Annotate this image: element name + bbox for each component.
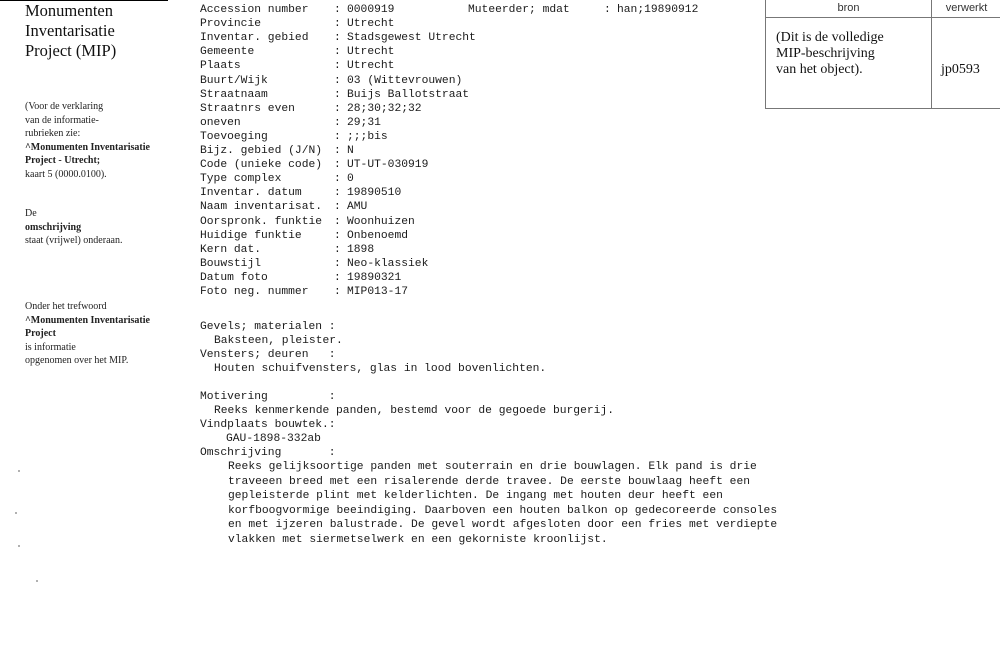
field-value: N xyxy=(347,145,354,157)
field-value: 19890510 xyxy=(347,187,402,200)
bron-text xyxy=(776,30,926,78)
note-prefix: De xyxy=(25,208,37,219)
gevels-value: Baksteen, pleister. xyxy=(214,335,343,347)
field-label: Inventar. datum xyxy=(200,187,302,200)
field-label: Bouwstijl xyxy=(200,257,262,270)
vindplaats-value: GAU-1898-332ab xyxy=(226,433,321,445)
field-label: Bijz. gebied (J/N) xyxy=(200,145,323,157)
field-label: Type complex xyxy=(200,173,282,186)
field-value: 1898 xyxy=(347,243,375,256)
field-value: Buijs Ballotstraat xyxy=(347,88,470,101)
field-value: MIP013-17 xyxy=(347,286,409,298)
field-value: 28;30;32;32 xyxy=(347,102,422,115)
field-separator: : xyxy=(334,271,341,284)
mip-title-line-3: Project (MIP) xyxy=(25,41,117,60)
note-bold: omschrijving xyxy=(25,221,82,233)
field-value: 0 xyxy=(347,173,354,186)
muteerder-label: Muteerder; mdat xyxy=(468,4,570,16)
field-label: oneven xyxy=(200,116,241,129)
field-separator: : xyxy=(334,173,341,186)
table-divider xyxy=(931,17,932,108)
mip-title xyxy=(25,1,175,61)
field-label: Toevoeging xyxy=(200,130,268,143)
vensters-label: Vensters; deuren : xyxy=(200,349,336,361)
omschrijving-label: Omschrijving : xyxy=(200,447,336,459)
field-separator: : xyxy=(334,116,341,129)
field-value: UT-UT-030919 xyxy=(347,159,429,172)
scan-speck xyxy=(36,580,38,582)
field-label: Oorspronk. funktie xyxy=(200,215,323,228)
scan-speck xyxy=(18,545,20,547)
field-label: Straatnrs even xyxy=(200,102,295,115)
omschrijving-text: Reeks gelijksoortige panden met souterrain en drie bouwlagen. Elk pand is drie traveeen breed met een risalerende derde travee. De eerste bouwlaag heeft een gepleisterde plint met kelderlichten. De ingang met houten deur heeft een korfboogvormige beeindiging. Daarboven een houten balkon op gedecoreerde consoles en met ijzeren balustrade. De gevel wordt afgesloten door een fries met verdiepte vlakken met siermetselwerk en een gekorniste kroonlijst. xyxy=(228,461,778,546)
field-separator: : xyxy=(334,159,341,172)
field-label: Huidige funktie xyxy=(200,229,302,242)
field-value: Utrecht xyxy=(347,60,395,73)
field-value: Neo-klassiek xyxy=(347,257,429,270)
field-value: Stadsgewest Utrecht xyxy=(347,32,476,45)
note-line: (Voor de verklaring xyxy=(25,101,104,112)
field-label: Accession number xyxy=(200,4,309,16)
field-value: 29;31 xyxy=(347,116,381,129)
field-label: Datum foto xyxy=(200,271,268,284)
mip-title-line-2: Inventarisatie xyxy=(25,21,115,40)
vindplaats-label: Vindplaats bouwtek.: xyxy=(200,419,336,431)
field-value: Utrecht xyxy=(347,46,395,59)
gevels-label: Gevels; materialen : xyxy=(200,321,336,333)
scan-speck xyxy=(15,512,17,514)
field-separator: : xyxy=(334,60,341,73)
bron-line: (Dit is de volledige xyxy=(776,30,884,45)
motivering-label: Motivering : xyxy=(200,391,336,403)
field-label: Inventar. gebied xyxy=(200,32,309,45)
note-bold-line: ^Monumenten Inventarisatie xyxy=(25,314,150,326)
field-label: Naam inventarisat. xyxy=(200,201,323,214)
field-separator: : xyxy=(334,88,341,101)
mip-title-line-1: Monumenten xyxy=(25,1,113,20)
field-separator: : xyxy=(334,145,341,157)
note-line: opgenomen over het MIP. xyxy=(25,355,129,366)
bron-table xyxy=(765,0,1000,109)
field-separator: : xyxy=(334,229,341,242)
note-bold: Project xyxy=(25,328,56,339)
field-value: 0000919 xyxy=(347,4,395,16)
field-separator: : xyxy=(334,32,341,45)
bron-line: MIP-beschrijving xyxy=(776,46,875,61)
note-line: rubrieken zie: xyxy=(25,128,81,139)
note-line xyxy=(25,327,170,354)
field-separator: : xyxy=(334,286,341,298)
bron-table-header xyxy=(766,0,1000,18)
muteerder-separator: : xyxy=(604,4,611,16)
field-separator: : xyxy=(334,257,341,270)
field-value: Utrecht xyxy=(347,18,395,31)
field-label: Gemeente xyxy=(200,46,255,59)
field-value: Woonhuizen xyxy=(347,215,415,228)
note-line: staat (vrijwel) onderaan. xyxy=(25,235,123,246)
field-value: 03 (Wittevrouwen) xyxy=(347,74,463,87)
field-separator: : xyxy=(334,4,341,16)
note-omschrijving xyxy=(25,207,170,248)
field-label: Code (unieke code) xyxy=(200,159,323,172)
field-separator: : xyxy=(334,187,341,200)
field-label: Plaats xyxy=(200,60,241,73)
bron-line: van het object). xyxy=(776,62,863,77)
motivering-value: Reeks kenmerkende panden, bestemd voor de gegoede burgerij. xyxy=(214,405,614,417)
note-line xyxy=(25,207,170,234)
note-line: Onder het trefwoord xyxy=(25,301,107,312)
sidebar xyxy=(0,0,175,649)
field-separator: : xyxy=(334,130,341,143)
field-label: Straatnaam xyxy=(200,88,268,101)
verwerkt-code: jp0593 xyxy=(941,62,980,77)
field-label: Buurt/Wijk xyxy=(200,74,268,87)
field-value: AMU xyxy=(347,201,368,214)
field-label: Kern dat. xyxy=(200,243,262,256)
muteerder-value: han;19890912 xyxy=(617,4,699,16)
field-separator: : xyxy=(334,243,341,256)
field-separator: : xyxy=(334,102,341,115)
field-separator: : xyxy=(334,215,341,228)
field-value: 19890321 xyxy=(347,271,402,284)
verwerkt-header: verwerkt xyxy=(945,2,988,14)
field-value: Onbenoemd xyxy=(347,229,409,242)
note-verklaring xyxy=(25,100,170,181)
bron-header: bron xyxy=(766,0,932,17)
note-bold-line: ^Monumenten Inventarisatie xyxy=(25,141,150,153)
field-separator: : xyxy=(334,74,341,87)
note-suffix: is informatie xyxy=(25,341,76,353)
note-trefwoord xyxy=(25,300,170,368)
field-separator: : xyxy=(334,18,341,31)
field-separator: : xyxy=(334,201,341,214)
note-bold-line: Project - Utrecht; xyxy=(25,155,101,166)
field-label: Foto neg. nummer xyxy=(200,286,309,298)
scan-speck xyxy=(18,470,20,472)
field-separator: : xyxy=(334,46,341,59)
vensters-value: Houten schuifvensters, glas in lood bovenlichten. xyxy=(214,363,547,375)
note-line: van de informatie- xyxy=(25,114,99,126)
field-label: Provincie xyxy=(200,18,262,31)
note-line: kaart 5 (0000.0100). xyxy=(25,168,107,180)
field-value: ;;;bis xyxy=(347,130,388,143)
